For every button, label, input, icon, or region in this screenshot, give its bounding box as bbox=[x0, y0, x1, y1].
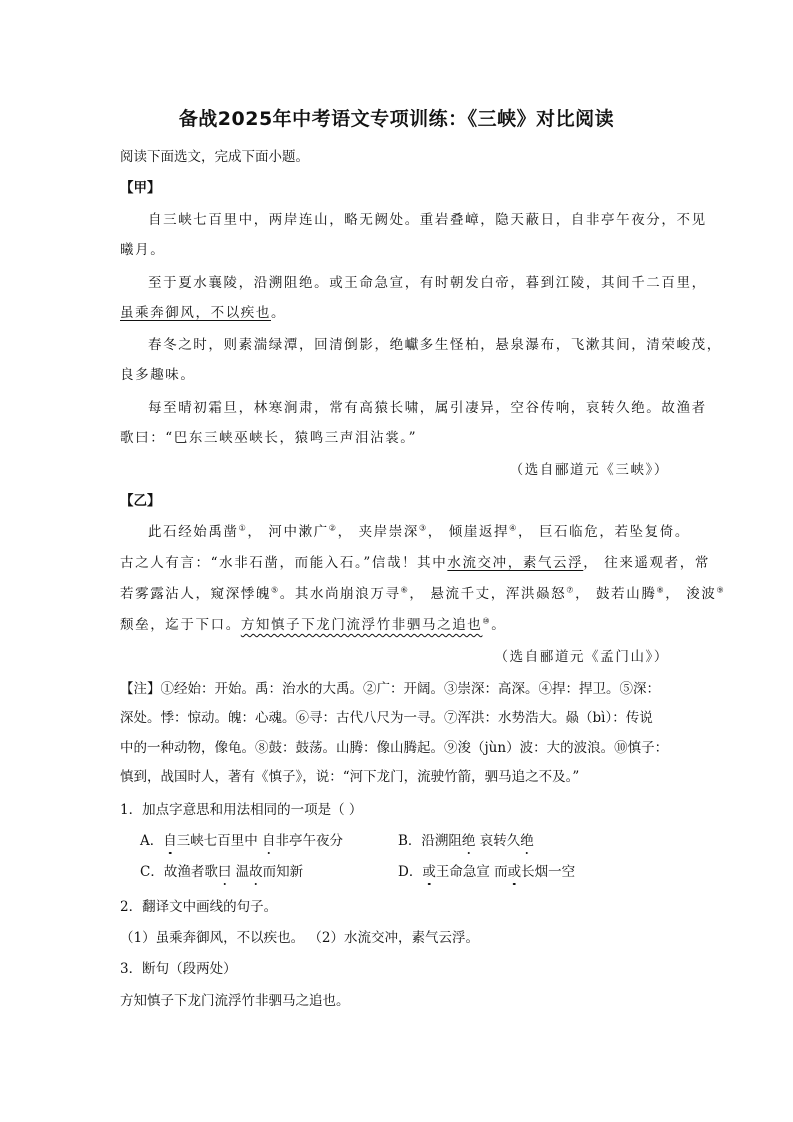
question-2-items: （1）虽乘奔御风，不以疾也。 （2）水流交冲，素气云浮。 bbox=[120, 930, 479, 946]
jia-p1-line2: 曦月。 bbox=[120, 242, 166, 258]
jia-p1-line1: 自三峡七百里中，两岸连山，略无阙处。重岩叠嶂，隐天蔽日，自非亭午夜分，不见 bbox=[148, 212, 707, 228]
option-d: D．或王命急宣 而或长烟一空 bbox=[398, 864, 576, 880]
jia-p3-line1: 春冬之时，则素湍绿潭，回清倒影，绝巘多生怪柏，悬泉瀑布，飞漱其间，清荣峻茂， bbox=[148, 337, 722, 353]
yi-source: （选自郦道元《孟门山》） bbox=[494, 649, 669, 665]
jia-p4-line2: 歌曰：“巴东三峡巫峡长，猿鸣三声泪沾裳。” bbox=[120, 430, 418, 446]
question-3-text: 方知慎子下龙门流浮竹非驷马之追也。 bbox=[120, 993, 350, 1009]
notes-line3: 中的一种动物，像龟。⑧鼓：鼓荡。山腾：像山腾起。⑨浚（jùn）波：大的波浪。⑩慎子： bbox=[120, 740, 669, 756]
question-3-stem: 3．断句（段两处） bbox=[120, 961, 237, 977]
notes-line2: 深处。悸：惊动。魄：心魂。⑥寻：古代八尺为一寻。⑦浑洪：水势浩大。赑（bì）：传说 bbox=[120, 710, 653, 726]
instruction-text: 阅读下面选文，完成下面小题。 bbox=[120, 149, 309, 165]
underlined-sentence-2: 水流交冲，素气云浮 bbox=[447, 555, 584, 571]
yi-line3: 若雾露沾人，窥深悸魄⑤。其水尚崩浪万寻⑥， 悬流千丈，浑洪赑怒⑦， 鼓若山腾⑧， 浚波⑨ bbox=[120, 585, 726, 602]
underlined-sentence-1: 虽乘奔御风，不以疾也 bbox=[120, 305, 271, 321]
notes-line1: 【注】①经始：开始。禹：治水的大禹。②广：开阔。③崇深：高深。④捍：捍卫。⑤深： bbox=[120, 681, 660, 697]
jia-p2-line2: 虽乘奔御风，不以疾也。 bbox=[120, 305, 287, 321]
question-1-stem: 1．加点字意思和用法相同的一项是（ ） bbox=[120, 802, 363, 818]
jia-p2-line1: 至于夏水襄陵，沿溯阻绝。或王命急宣，有时朝发白帝，暮到江陵，其间千二百里， bbox=[148, 275, 707, 291]
jia-p4-line1: 每至晴初霜旦，林寒涧肃，常有高猿长啸，属引凄异，空谷传响，哀转久绝。故渔者 bbox=[148, 400, 707, 416]
notes-line4: 慎到，战国时人，著有《慎子》，说：“河下龙门，流驶竹箭，驷马追之不及。” bbox=[120, 769, 580, 785]
section-yi-label: 【乙】 bbox=[120, 493, 161, 509]
jia-source: （选自郦道元《三峡》） bbox=[509, 462, 669, 478]
wavy-underlined-sentence: 方知慎子下龙门流浮竹非驷马之追也 bbox=[240, 617, 483, 633]
yi-line4: 颓垒，迄于下口。方知慎子下龙门流浮竹非驷马之追也⑩。 bbox=[120, 616, 507, 633]
option-b: B．沿溯阻绝 哀转久绝 bbox=[398, 833, 534, 849]
option-a: A．自三峡七百里中 自非亭午夜分 bbox=[140, 833, 344, 849]
section-jia-label: 【甲】 bbox=[120, 180, 161, 196]
jia-p3-line2: 良多趣味。 bbox=[120, 367, 196, 383]
option-c: C．故渔者歌曰 温故而知新 bbox=[140, 864, 304, 880]
question-2-stem: 2．翻译文中画线的句子。 bbox=[120, 899, 278, 915]
yi-line1: 此石经始禹凿①， 河中漱广②， 夹岸崇深③， 倾崖返捍④， 巨石临危，若坠复倚。 bbox=[148, 523, 690, 540]
page-title: 备战2025年中考语文专项训练：《三峡》对比阅读 bbox=[178, 108, 615, 130]
yi-line2: 古之人有言：“水非石凿，而能入石。”信哉！其中水流交冲，素气云浮， 往来遥观者，常 bbox=[120, 555, 710, 571]
